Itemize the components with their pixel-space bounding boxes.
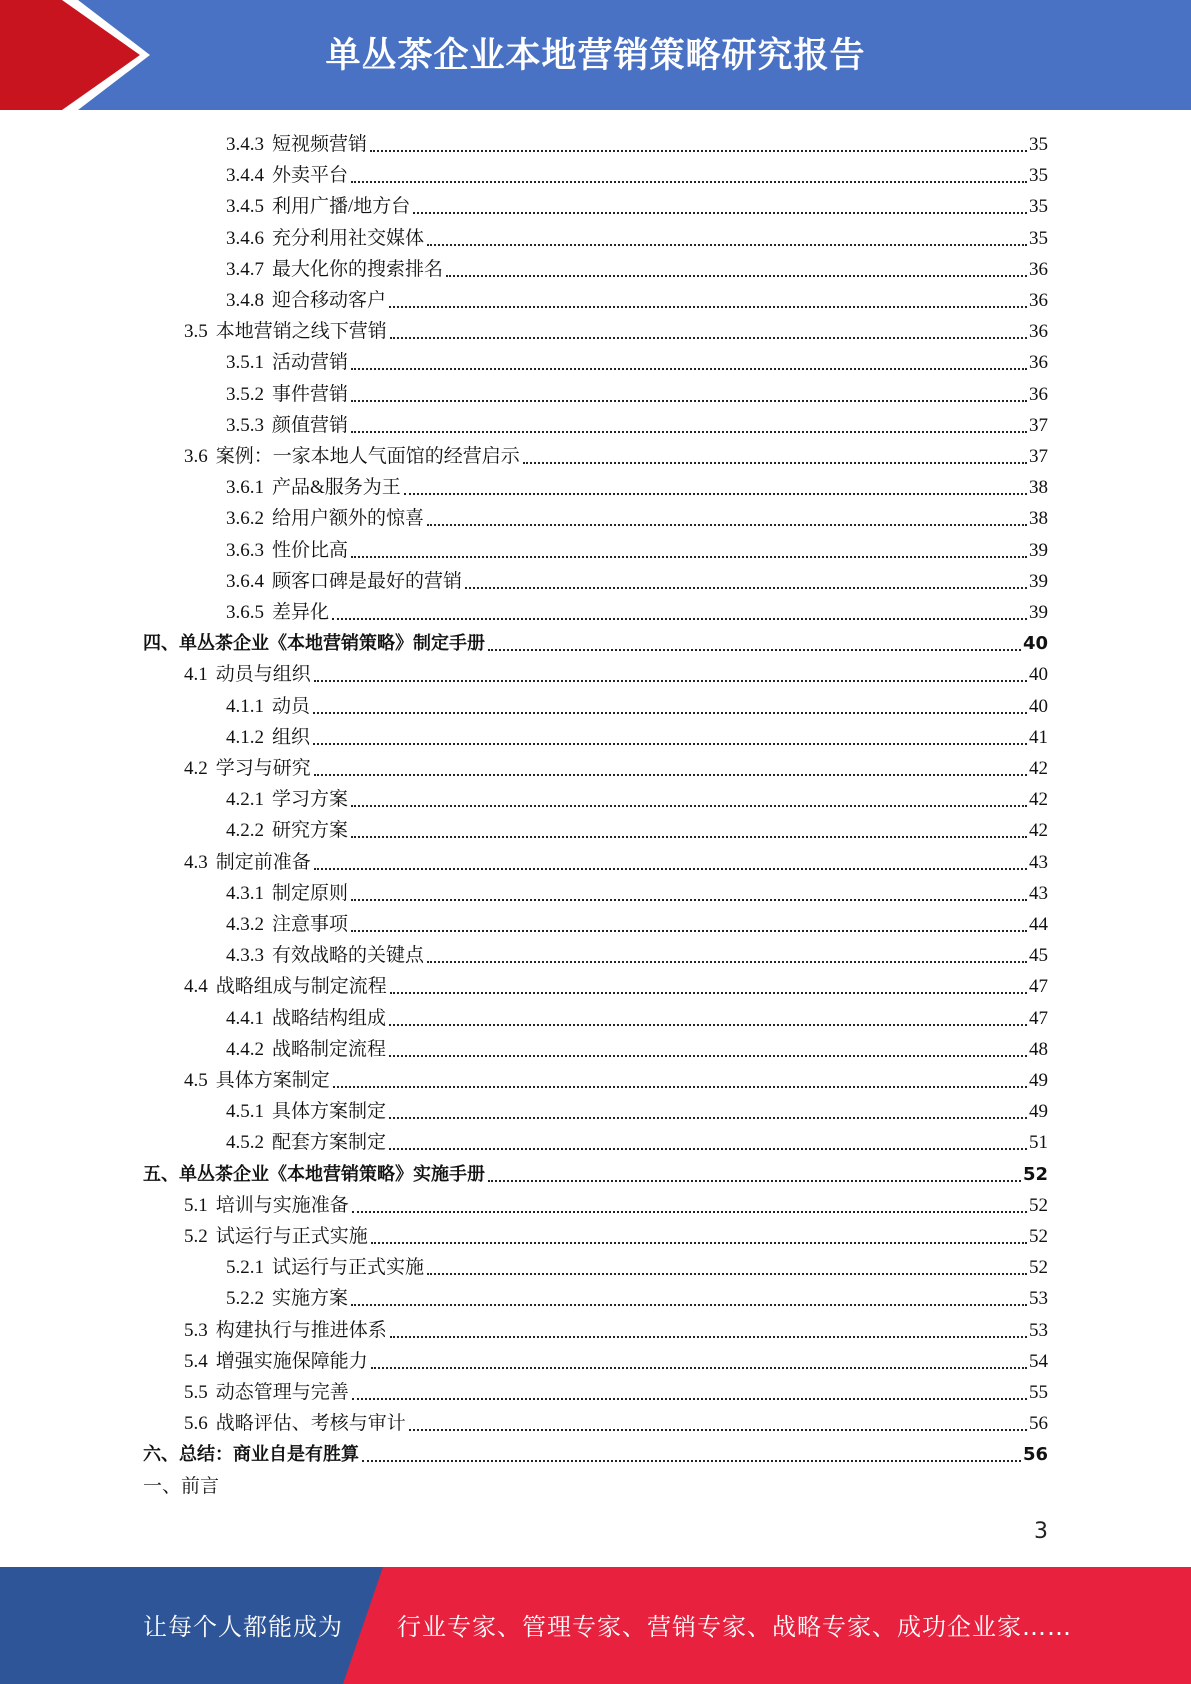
toc-entry[interactable] bbox=[184, 845, 1048, 876]
toc-entry-title: 试运行与正式实施 bbox=[215, 1226, 368, 1247]
toc-entry-title: 利用广播/地方台 bbox=[272, 196, 411, 217]
toc-dot-leader bbox=[390, 337, 1027, 339]
toc-entry-label bbox=[184, 319, 387, 345]
toc-entry-label bbox=[226, 881, 348, 907]
toc-entry-title: 战略制定流程 bbox=[272, 1039, 387, 1060]
toc-dot-leader bbox=[351, 836, 1027, 838]
toc-entry-page: 37 bbox=[1029, 446, 1048, 467]
toc-entry-page: 39 bbox=[1029, 602, 1048, 623]
toc-entry[interactable] bbox=[184, 1344, 1048, 1375]
toc-entry-number: 5.5 bbox=[184, 1382, 208, 1403]
page-title: 单丛茶企业本地营销策略研究报告 bbox=[325, 36, 866, 76]
toc-entry-number: 4.3.1 bbox=[226, 883, 264, 904]
toc-entry-label bbox=[184, 1411, 406, 1437]
toc-entry-label bbox=[226, 288, 386, 314]
toc-entry-page: 47 bbox=[1029, 1008, 1048, 1029]
toc-entry-page: 40 bbox=[1029, 664, 1048, 685]
toc-entry-page: 42 bbox=[1029, 758, 1048, 779]
toc-entry[interactable] bbox=[184, 314, 1048, 345]
toc-entry-number: 5.2.1 bbox=[226, 1257, 264, 1278]
toc-entry[interactable] bbox=[226, 938, 1048, 969]
toc-entry-label bbox=[226, 1037, 386, 1063]
toc-entry-label bbox=[226, 569, 462, 595]
toc-entry[interactable] bbox=[226, 1094, 1048, 1125]
toc-entry-title: 动态管理与完善 bbox=[215, 1382, 349, 1403]
toc-entry-number: 3.4.5 bbox=[226, 196, 264, 217]
toc-dot-leader bbox=[351, 400, 1027, 402]
toc-entry-title: 配套方案制定 bbox=[272, 1132, 387, 1153]
toc-dot-leader bbox=[427, 1273, 1027, 1275]
toc-entry-number: 4.5.2 bbox=[226, 1132, 264, 1153]
toc-entry-label bbox=[184, 1318, 387, 1344]
toc-dot-leader bbox=[314, 680, 1027, 682]
toc-entry-page: 36 bbox=[1029, 290, 1048, 311]
toc-entry-title: 学习方案 bbox=[272, 789, 349, 810]
toc-entry-page: 37 bbox=[1029, 415, 1048, 436]
toc-entry-number: 3.5.2 bbox=[226, 384, 264, 405]
toc-entry[interactable] bbox=[226, 345, 1048, 376]
footer-band bbox=[0, 1567, 1191, 1684]
toc-dot-leader bbox=[351, 556, 1027, 558]
toc-dot-leader bbox=[351, 930, 1027, 932]
toc-dot-leader bbox=[427, 244, 1027, 246]
toc-entry-page: 38 bbox=[1029, 508, 1048, 529]
toc-entry-number: 3.4.6 bbox=[226, 228, 264, 249]
toc-entry-number: 5.1 bbox=[184, 1195, 208, 1216]
toc-entry[interactable] bbox=[184, 1219, 1048, 1250]
toc-entry-title: 活动营销 bbox=[272, 352, 349, 373]
toc-dot-leader bbox=[389, 1055, 1027, 1057]
toc-entry[interactable] bbox=[226, 252, 1048, 283]
toc-entry-label bbox=[226, 787, 348, 813]
toc-entry-number: 4.3.2 bbox=[226, 914, 264, 935]
toc-entry[interactable] bbox=[143, 626, 1048, 657]
toc-entry[interactable] bbox=[184, 1375, 1048, 1406]
toc-entry-title: 战略组成与制定流程 bbox=[215, 976, 387, 997]
toc-entry-title: 实施方案 bbox=[272, 1288, 349, 1309]
toc-entry-number: 4.3.3 bbox=[226, 945, 264, 966]
toc-entry[interactable] bbox=[184, 1313, 1048, 1344]
toc-entry[interactable] bbox=[226, 283, 1048, 314]
toc-entry-number: 5.2.2 bbox=[226, 1288, 264, 1309]
toc-entry[interactable] bbox=[226, 1032, 1048, 1063]
toc-entry-title: 培训与实施准备 bbox=[215, 1195, 349, 1216]
toc-entry-number: 5.4 bbox=[184, 1351, 208, 1372]
toc-entry-title: 一、前言 bbox=[143, 1476, 220, 1497]
toc-entry-page: 39 bbox=[1029, 571, 1048, 592]
toc-entry-label bbox=[226, 350, 348, 376]
toc-entry-number: 3.6.5 bbox=[226, 602, 264, 623]
toc-entry-page: 36 bbox=[1029, 352, 1048, 373]
footer-slogan-right: 行业专家、管理专家、营销专家、战略专家、成功企业家…… bbox=[397, 1613, 1072, 1641]
toc-entry-label bbox=[184, 662, 311, 688]
toc-entry-number: 3.6.3 bbox=[226, 540, 264, 561]
toc-entry-page: 44 bbox=[1029, 914, 1048, 935]
toc-entry-page: 52 bbox=[1022, 1164, 1048, 1185]
toc-dot-leader bbox=[409, 1429, 1027, 1431]
toc-entry-label bbox=[226, 1130, 386, 1156]
toc-entry-page: 38 bbox=[1029, 477, 1048, 498]
toc-entry-number: 3.4.7 bbox=[226, 259, 264, 280]
toc-dot-leader bbox=[362, 1460, 1021, 1462]
toc-dot-leader bbox=[427, 961, 1027, 963]
toc-entry-number: 4.1.2 bbox=[226, 727, 264, 748]
toc-entry[interactable] bbox=[226, 689, 1048, 720]
toc-entry[interactable] bbox=[226, 720, 1048, 751]
toc-entry[interactable] bbox=[226, 564, 1048, 595]
toc-entry[interactable] bbox=[184, 1063, 1048, 1094]
toc-entry-title: 短视频营销 bbox=[272, 134, 368, 155]
toc-dot-leader bbox=[371, 1242, 1027, 1244]
toc-entry-title: 构建执行与推进体系 bbox=[215, 1320, 387, 1341]
toc-entry-title: 给用户额外的惊喜 bbox=[272, 508, 425, 529]
toc-entry-number: 4.2.1 bbox=[226, 789, 264, 810]
toc-entry-title: 具体方案制定 bbox=[215, 1070, 330, 1091]
toc-entry-label bbox=[226, 725, 310, 751]
toc-entry-number: 3.4.3 bbox=[226, 134, 264, 155]
toc-entry-page: 45 bbox=[1029, 945, 1048, 966]
toc-entry-label bbox=[184, 1380, 349, 1406]
toc-entry[interactable] bbox=[184, 1188, 1048, 1219]
toc-entry-title: 动员 bbox=[272, 696, 311, 717]
toc-entry-page: 39 bbox=[1029, 540, 1048, 561]
toc-entry-label bbox=[226, 226, 424, 252]
toc-entry[interactable] bbox=[226, 501, 1048, 532]
toc-entry[interactable] bbox=[184, 751, 1048, 782]
toc-entry-title: 差异化 bbox=[272, 602, 330, 623]
toc-entry-number: 4.4 bbox=[184, 976, 208, 997]
toc-entry-page: 49 bbox=[1029, 1070, 1048, 1091]
page-number: 3 bbox=[1034, 1519, 1048, 1544]
toc-entry-page: 54 bbox=[1029, 1351, 1048, 1372]
toc-entry[interactable] bbox=[226, 377, 1048, 408]
toc-entry-title: 具体方案制定 bbox=[272, 1101, 387, 1122]
toc-entry-label bbox=[226, 1286, 348, 1312]
toc-dot-leader bbox=[333, 1086, 1027, 1088]
toc-entry[interactable] bbox=[143, 1157, 1048, 1188]
toc-entry-label bbox=[226, 506, 424, 532]
toc-entry-number: 5.3 bbox=[184, 1320, 208, 1341]
toc-entry[interactable] bbox=[226, 1001, 1048, 1032]
toc-entry[interactable] bbox=[143, 1437, 1048, 1468]
toc-entry-label bbox=[226, 194, 410, 220]
toc-entry-page: 53 bbox=[1029, 1320, 1048, 1341]
toc-entry-number: 4.1.1 bbox=[226, 696, 264, 717]
toc-entry-number: 3.6.2 bbox=[226, 508, 264, 529]
toc-dot-leader bbox=[313, 712, 1027, 714]
toc-entry-page: 41 bbox=[1029, 727, 1048, 748]
toc-entry-label bbox=[226, 163, 348, 189]
toc-entry-title: 颜值营销 bbox=[272, 415, 349, 436]
toc-entry-label bbox=[226, 694, 310, 720]
toc-entry-title: 组织 bbox=[272, 727, 311, 748]
toc-entry-title: 战略结构组成 bbox=[272, 1008, 387, 1029]
toc-entry-label bbox=[226, 912, 348, 938]
toc-entry-number: 5.2 bbox=[184, 1226, 208, 1247]
toc-dot-leader bbox=[352, 1398, 1027, 1400]
toc-entry[interactable] bbox=[143, 1469, 1048, 1500]
toc-entry-number: 4.4.2 bbox=[226, 1039, 264, 1060]
toc-entry-page: 56 bbox=[1029, 1413, 1048, 1434]
toc-entry-page: 35 bbox=[1029, 134, 1048, 155]
toc-entry-page: 35 bbox=[1029, 196, 1048, 217]
toc-entry-page: 52 bbox=[1029, 1226, 1048, 1247]
toc-entry-title: 动员与组织 bbox=[215, 664, 311, 685]
toc-entry-number: 4.1 bbox=[184, 664, 208, 685]
toc-entry-title: 学习与研究 bbox=[215, 758, 311, 779]
toc-dot-leader bbox=[351, 368, 1027, 370]
toc-entry-number: 3.5 bbox=[184, 321, 208, 342]
toc-entry[interactable] bbox=[226, 533, 1048, 564]
toc-dot-leader bbox=[488, 1180, 1021, 1182]
toc-entry[interactable] bbox=[226, 221, 1048, 252]
toc-entry-label bbox=[143, 1442, 359, 1468]
toc-entry-page: 56 bbox=[1022, 1444, 1048, 1465]
toc-entry-title: 注意事项 bbox=[272, 914, 349, 935]
toc-entry[interactable] bbox=[226, 470, 1048, 501]
toc-entry[interactable] bbox=[184, 439, 1048, 470]
toc-dot-leader bbox=[465, 587, 1027, 589]
toc-entry-title: 六、总结：商业自是有胜算 bbox=[143, 1444, 359, 1465]
toc-dot-leader bbox=[332, 618, 1027, 620]
toc-entry-number: 4.4.1 bbox=[226, 1008, 264, 1029]
toc-entry[interactable] bbox=[184, 657, 1048, 688]
toc-dot-leader bbox=[371, 1367, 1027, 1369]
toc-entry-title: 最大化你的搜索排名 bbox=[272, 259, 444, 280]
toc-entry[interactable] bbox=[226, 907, 1048, 938]
toc-entry-label bbox=[143, 1474, 219, 1500]
toc-entry-page: 43 bbox=[1029, 852, 1048, 873]
toc-entry-title: 五、单丛茶企业《本地营销策略》实施手册 bbox=[143, 1164, 485, 1185]
toc-entry-number: 3.5.3 bbox=[226, 415, 264, 436]
toc-entry-page: 43 bbox=[1029, 883, 1048, 904]
toc-dot-leader bbox=[446, 275, 1027, 277]
toc-entry-page: 51 bbox=[1029, 1132, 1048, 1153]
toc-entry[interactable] bbox=[226, 782, 1048, 813]
toc-dot-leader bbox=[351, 431, 1027, 433]
toc-entry-label bbox=[184, 444, 520, 470]
toc-entry-title: 案例：一家本地人气面馆的经营启示 bbox=[215, 446, 520, 467]
toc-entry-number: 4.2 bbox=[184, 758, 208, 779]
toc-dot-leader bbox=[352, 1211, 1027, 1213]
toc-entry[interactable] bbox=[184, 1406, 1048, 1437]
toc-entry[interactable] bbox=[226, 813, 1048, 844]
toc-entry-number: 3.6 bbox=[184, 446, 208, 467]
toc-entry-title: 性价比高 bbox=[272, 540, 349, 561]
toc-entry-title: 产品&服务为王 bbox=[272, 477, 401, 498]
toc-entry-label bbox=[226, 943, 424, 969]
toc-entry-number: 3.5.1 bbox=[226, 352, 264, 373]
toc-entry-page: 36 bbox=[1029, 384, 1048, 405]
toc-entry-title: 充分利用社交媒体 bbox=[272, 228, 425, 249]
toc-dot-leader bbox=[523, 462, 1027, 464]
toc-entry-label bbox=[226, 132, 367, 158]
toc-entry-title: 顾客口碑是最好的营销 bbox=[272, 571, 463, 592]
toc-dot-leader bbox=[351, 899, 1027, 901]
toc-dot-leader bbox=[389, 306, 1027, 308]
toc-entry[interactable] bbox=[226, 158, 1048, 189]
toc-entry-label bbox=[184, 850, 311, 876]
toc-dot-leader bbox=[488, 649, 1021, 651]
toc-dot-leader bbox=[351, 181, 1027, 183]
toc-dot-leader bbox=[413, 212, 1027, 214]
toc-entry-page: 52 bbox=[1029, 1257, 1048, 1278]
toc-entry-number: 3.4.8 bbox=[226, 290, 264, 311]
toc-entry-page: 40 bbox=[1022, 633, 1048, 654]
toc-dot-leader bbox=[370, 150, 1027, 152]
toc-dot-leader bbox=[389, 1024, 1027, 1026]
toc-entry-page: 48 bbox=[1029, 1039, 1048, 1060]
toc-entry[interactable] bbox=[226, 127, 1048, 158]
toc-dot-leader bbox=[351, 1304, 1027, 1306]
toc-entry-label bbox=[226, 413, 348, 439]
toc-dot-leader bbox=[314, 868, 1027, 870]
toc-entry-page: 35 bbox=[1029, 228, 1048, 249]
toc-entry-number: 5.6 bbox=[184, 1413, 208, 1434]
toc-entry[interactable] bbox=[226, 876, 1048, 907]
toc-entry-title: 试运行与正式实施 bbox=[272, 1257, 425, 1278]
toc-entry-label bbox=[226, 257, 443, 283]
toc-entry-title: 增强实施保障能力 bbox=[215, 1351, 368, 1372]
toc-entry-title: 有效战略的关键点 bbox=[272, 945, 425, 966]
toc-entry-title: 研究方案 bbox=[272, 820, 349, 841]
toc-entry[interactable] bbox=[226, 408, 1048, 439]
toc-entry-page: 35 bbox=[1029, 165, 1048, 186]
toc-entry-label bbox=[226, 1006, 386, 1032]
toc-entry-title: 战略评估、考核与审计 bbox=[215, 1413, 406, 1434]
toc-entry-label bbox=[184, 1193, 349, 1219]
toc-entry-title: 制定前准备 bbox=[215, 852, 311, 873]
toc-entry-number: 4.3 bbox=[184, 852, 208, 873]
toc-entry-page: 42 bbox=[1029, 789, 1048, 810]
toc-entry-title: 迎合移动客户 bbox=[272, 290, 387, 311]
toc-entry-label bbox=[226, 538, 348, 564]
toc-dot-leader bbox=[427, 524, 1027, 526]
toc-entry-label bbox=[226, 1099, 386, 1125]
toc-entry-page: 53 bbox=[1029, 1288, 1048, 1309]
toc-entry-label bbox=[226, 475, 401, 501]
toc-dot-leader bbox=[390, 1336, 1027, 1338]
toc-entry-label bbox=[143, 1162, 485, 1188]
toc-entry-page: 36 bbox=[1029, 259, 1048, 280]
toc-dot-leader bbox=[314, 774, 1027, 776]
toc-entry-number: 3.4.4 bbox=[226, 165, 264, 186]
toc-entry-page: 55 bbox=[1029, 1382, 1048, 1403]
toc-entry-title: 制定原则 bbox=[272, 883, 349, 904]
footer-slogan-left: 让每个人都能成为 bbox=[143, 1613, 343, 1641]
toc-entry-label bbox=[184, 1068, 330, 1094]
toc-entry-number: 4.5 bbox=[184, 1070, 208, 1091]
header-band bbox=[0, 0, 1191, 110]
toc-dot-leader bbox=[389, 1148, 1027, 1150]
toc-entry-number: 4.2.2 bbox=[226, 820, 264, 841]
toc-entry-label bbox=[226, 600, 329, 626]
toc-entry-number: 4.5.1 bbox=[226, 1101, 264, 1122]
toc-entry[interactable] bbox=[226, 1250, 1048, 1281]
toc-entry-title: 事件营销 bbox=[272, 384, 349, 405]
toc-dot-leader bbox=[313, 743, 1027, 745]
toc-entry[interactable] bbox=[226, 1281, 1048, 1312]
toc-entry-label bbox=[184, 756, 311, 782]
toc-entry-label bbox=[226, 818, 348, 844]
toc-dot-leader bbox=[404, 493, 1027, 495]
toc-entry-label bbox=[226, 1255, 424, 1281]
toc-entry-number: 3.6.1 bbox=[226, 477, 264, 498]
toc-entry-title: 本地营销之线下营销 bbox=[215, 321, 387, 342]
toc-entry-label bbox=[184, 1349, 368, 1375]
toc-entry-label bbox=[143, 631, 485, 657]
toc-entry-page: 47 bbox=[1029, 976, 1048, 997]
toc-entry-title: 外卖平台 bbox=[272, 165, 349, 186]
toc-entry-page: 42 bbox=[1029, 820, 1048, 841]
toc-dot-leader bbox=[389, 1117, 1027, 1119]
toc-dot-leader bbox=[351, 805, 1027, 807]
toc-entry-page: 40 bbox=[1029, 696, 1048, 717]
toc-entry[interactable] bbox=[226, 189, 1048, 220]
toc-dot-leader bbox=[390, 992, 1027, 994]
toc-entry-number: 3.6.4 bbox=[226, 571, 264, 592]
toc-entry-title: 四、单丛茶企业《本地营销策略》制定手册 bbox=[143, 633, 485, 654]
toc-entry[interactable] bbox=[184, 969, 1048, 1000]
toc-entry[interactable] bbox=[226, 595, 1048, 626]
toc-entry-label bbox=[184, 974, 387, 1000]
toc-entry-page: 36 bbox=[1029, 321, 1048, 342]
toc-entry-page: 52 bbox=[1029, 1195, 1048, 1216]
toc-entry-label bbox=[184, 1224, 368, 1250]
toc-entry-label bbox=[226, 382, 348, 408]
toc-entry-page: 49 bbox=[1029, 1101, 1048, 1122]
toc-entry[interactable] bbox=[226, 1125, 1048, 1156]
